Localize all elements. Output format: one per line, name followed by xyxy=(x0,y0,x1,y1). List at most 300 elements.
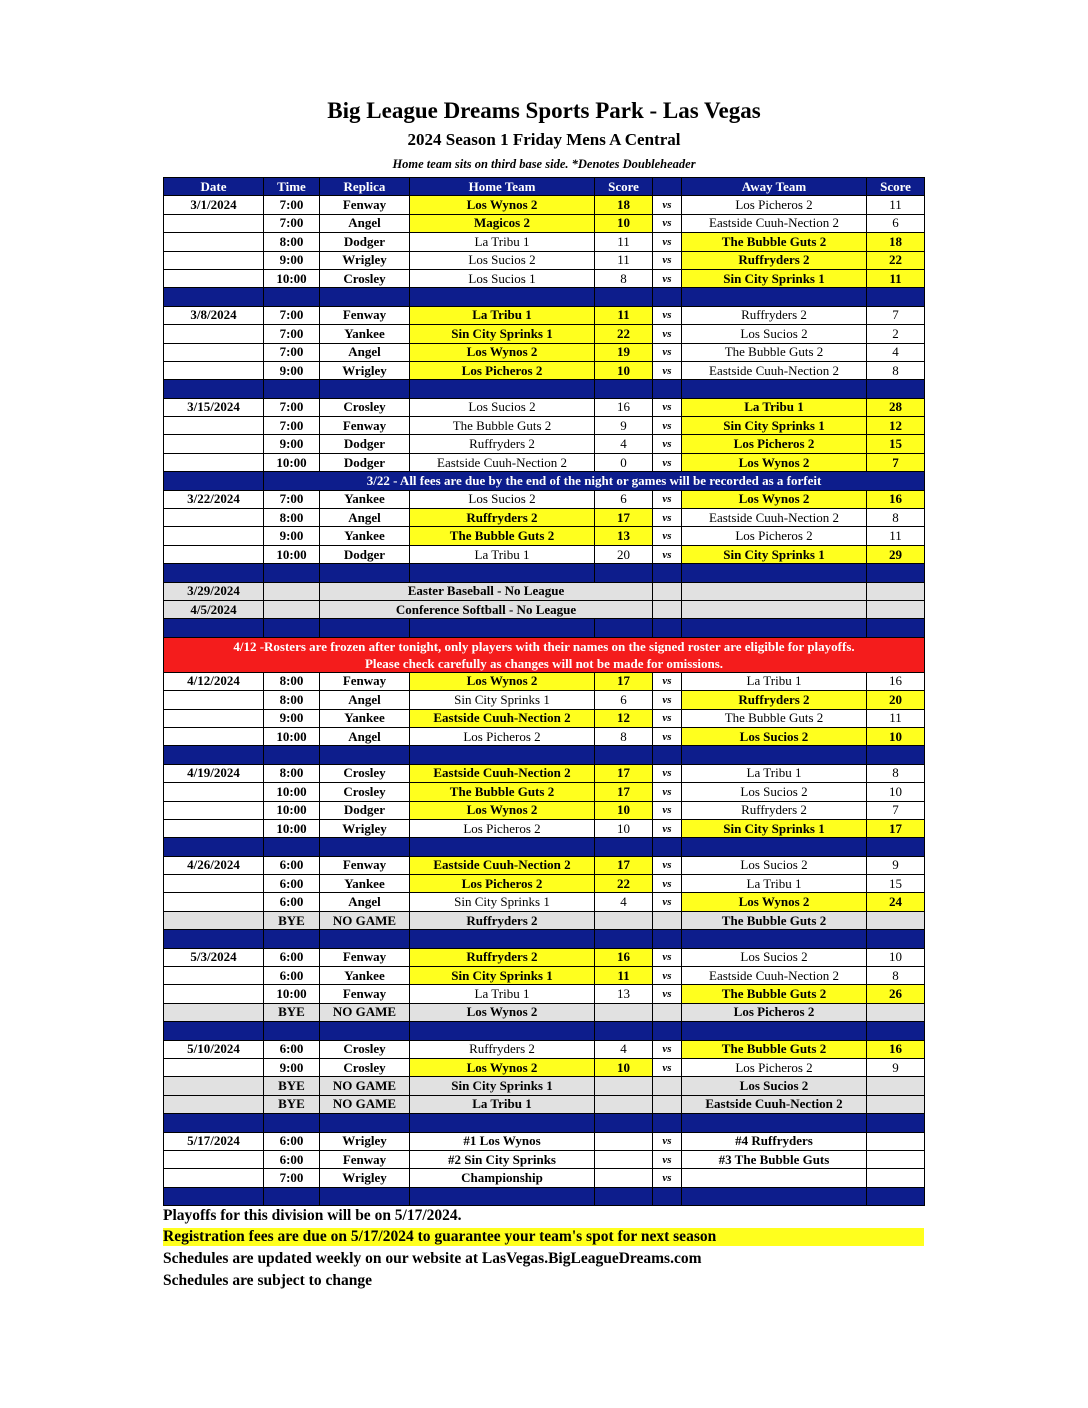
away-team-cell: Eastside Cuuh-Nection 2 xyxy=(682,214,867,232)
home-team-cell: Los Wynos 2 xyxy=(410,1003,595,1021)
vs-cell: vs xyxy=(653,691,682,709)
field-cell: Yankee xyxy=(320,490,410,508)
separator-cell xyxy=(410,380,595,398)
field-cell: Wrigley xyxy=(320,819,410,837)
date-cell xyxy=(164,435,264,453)
home-score-cell: 12 xyxy=(595,709,653,727)
vs-cell: vs xyxy=(653,893,682,911)
home-score-cell: 8 xyxy=(595,269,653,287)
time-cell: 9:00 xyxy=(264,361,320,379)
away-team-cell: Los Picheros 2 xyxy=(682,527,867,545)
separator-cell xyxy=(595,1114,653,1132)
time-cell xyxy=(264,600,320,618)
vs-cell: vs xyxy=(653,1169,682,1187)
separator-cell xyxy=(410,838,595,856)
home-score-cell: 4 xyxy=(595,435,653,453)
week-separator-row xyxy=(164,380,925,398)
time-cell: 9:00 xyxy=(264,1058,320,1076)
home-score-cell: 17 xyxy=(595,509,653,527)
away-team-cell: Sin City Sprinks 1 xyxy=(682,269,867,287)
vs-cell: vs xyxy=(653,325,682,343)
separator-cell xyxy=(595,564,653,582)
home-team-cell: Los Picheros 2 xyxy=(410,361,595,379)
home-team-cell: Ruffryders 2 xyxy=(410,948,595,966)
separator-cell xyxy=(682,380,867,398)
away-team-cell: Los Sucios 2 xyxy=(682,783,867,801)
separator-cell xyxy=(653,380,682,398)
away-score-cell: 7 xyxy=(867,801,925,819)
home-team-cell: Ruffryders 2 xyxy=(410,1040,595,1058)
away-team-cell: Los Sucios 2 xyxy=(682,1077,867,1095)
game-row xyxy=(164,819,925,837)
separator-cell xyxy=(595,930,653,948)
separator-cell xyxy=(867,838,925,856)
home-team-cell: La Tribu 1 xyxy=(410,1095,595,1113)
vs-cell: vs xyxy=(653,1132,682,1150)
game-row xyxy=(164,691,925,709)
week-separator-row xyxy=(164,930,925,948)
away-team-cell: The Bubble Guts 2 xyxy=(682,911,867,929)
away-score-cell: 26 xyxy=(867,985,925,1003)
field-cell: Crosley xyxy=(320,1058,410,1076)
table-header-row xyxy=(164,178,925,196)
separator-cell xyxy=(682,564,867,582)
date-cell xyxy=(164,1077,264,1095)
game-row xyxy=(164,417,925,435)
game-row xyxy=(164,325,925,343)
home-score-cell: 11 xyxy=(595,233,653,251)
game-row xyxy=(164,214,925,232)
game-row xyxy=(164,398,925,416)
time-cell: 6:00 xyxy=(264,875,320,893)
roster-alert-row xyxy=(164,637,925,672)
home-team-cell: #2 Sin City Sprinks xyxy=(410,1150,595,1168)
separator-cell xyxy=(320,380,410,398)
home-team-cell: #1 Los Wynos xyxy=(410,1132,595,1150)
vs-cell xyxy=(653,600,682,618)
field-cell: Fenway xyxy=(320,417,410,435)
home-score-cell: 8 xyxy=(595,727,653,745)
vs-cell: vs xyxy=(653,801,682,819)
game-row xyxy=(164,801,925,819)
time-cell: 8:00 xyxy=(264,764,320,782)
field-cell: Fenway xyxy=(320,196,410,214)
home-team-cell: Eastside Cuuh-Nection 2 xyxy=(410,709,595,727)
away-team-cell: Los Sucios 2 xyxy=(682,727,867,745)
away-score-cell: 28 xyxy=(867,398,925,416)
fees-notice-text: 3/22 - All fees are due by the end of the night or games will be recorded as a forfeit xyxy=(264,472,925,490)
separator-cell xyxy=(320,1114,410,1132)
home-score-cell: 11 xyxy=(595,967,653,985)
away-team-cell: Los Picheros 2 xyxy=(682,435,867,453)
separator-cell xyxy=(410,1187,595,1205)
away-team-cell: The Bubble Guts 2 xyxy=(682,343,867,361)
date-cell: 3/1/2024 xyxy=(164,196,264,214)
home-score-cell: 10 xyxy=(595,801,653,819)
separator-cell xyxy=(264,1187,320,1205)
home-team-cell: The Bubble Guts 2 xyxy=(410,783,595,801)
vs-cell: vs xyxy=(653,875,682,893)
time-cell: 10:00 xyxy=(264,801,320,819)
col-home-score-header: Score xyxy=(595,178,653,196)
vs-cell: vs xyxy=(653,527,682,545)
game-row xyxy=(164,527,925,545)
time-cell: 7:00 xyxy=(264,196,320,214)
away-score-cell xyxy=(867,600,925,618)
field-cell: Yankee xyxy=(320,875,410,893)
home-team-cell: Los Sucios 2 xyxy=(410,490,595,508)
separator-cell xyxy=(867,1114,925,1132)
field-cell: NO GAME xyxy=(320,1003,410,1021)
date-cell: 3/8/2024 xyxy=(164,306,264,324)
col-away-score-header: Score xyxy=(867,178,925,196)
game-row xyxy=(164,545,925,563)
separator-cell xyxy=(320,746,410,764)
game-row xyxy=(164,269,925,287)
field-cell: Fenway xyxy=(320,985,410,1003)
footer-playoffs-note: Playoffs for this division will be on 5/17/2024. xyxy=(163,1207,462,1224)
home-score-cell xyxy=(595,1132,653,1150)
field-cell: Dodger xyxy=(320,233,410,251)
home-score-cell: 17 xyxy=(595,783,653,801)
separator-cell xyxy=(867,288,925,306)
separator-cell xyxy=(410,564,595,582)
vs-cell: vs xyxy=(653,269,682,287)
time-cell: 10:00 xyxy=(264,985,320,1003)
date-cell: 4/5/2024 xyxy=(164,600,264,618)
date-cell xyxy=(164,1095,264,1113)
field-cell: Angel xyxy=(320,893,410,911)
away-score-cell: 29 xyxy=(867,545,925,563)
home-team-cell: Los Sucios 2 xyxy=(410,398,595,416)
time-cell: 7:00 xyxy=(264,490,320,508)
home-score-cell xyxy=(595,1003,653,1021)
week-separator-row xyxy=(164,746,925,764)
schedule-table xyxy=(163,177,925,1206)
separator-cell xyxy=(164,564,264,582)
separator-cell xyxy=(682,838,867,856)
away-team-cell: La Tribu 1 xyxy=(682,398,867,416)
vs-cell: vs xyxy=(653,361,682,379)
date-cell xyxy=(164,727,264,745)
away-team-cell: La Tribu 1 xyxy=(682,764,867,782)
away-score-cell: 22 xyxy=(867,251,925,269)
home-score-cell xyxy=(595,1150,653,1168)
away-team-cell: Los Picheros 2 xyxy=(682,196,867,214)
time-cell: 6:00 xyxy=(264,967,320,985)
date-cell xyxy=(164,819,264,837)
separator-cell xyxy=(595,619,653,637)
away-team-cell: Los Wynos 2 xyxy=(682,490,867,508)
col-time-header: Time xyxy=(264,178,320,196)
field-cell: Crosley xyxy=(320,269,410,287)
game-row xyxy=(164,1058,925,1076)
vs-cell: vs xyxy=(653,985,682,1003)
separator-cell xyxy=(595,1187,653,1205)
date-cell xyxy=(164,1150,264,1168)
time-cell: 10:00 xyxy=(264,783,320,801)
playoff-row xyxy=(164,1132,925,1150)
separator-cell xyxy=(164,380,264,398)
separator-cell xyxy=(653,838,682,856)
date-cell xyxy=(164,251,264,269)
away-score-cell: 10 xyxy=(867,948,925,966)
date-cell xyxy=(164,691,264,709)
away-score-cell xyxy=(867,582,925,600)
home-score-cell: 9 xyxy=(595,417,653,435)
away-score-cell: 9 xyxy=(867,1058,925,1076)
field-cell: Angel xyxy=(320,214,410,232)
game-row xyxy=(164,251,925,269)
vs-cell: vs xyxy=(653,1040,682,1058)
field-cell: NO GAME xyxy=(320,911,410,929)
away-team-cell xyxy=(682,600,867,618)
home-team-cell: The Bubble Guts 2 xyxy=(410,527,595,545)
home-score-cell: 4 xyxy=(595,1040,653,1058)
date-cell: 5/10/2024 xyxy=(164,1040,264,1058)
separator-cell xyxy=(410,288,595,306)
col-home-header: Home Team xyxy=(410,178,595,196)
date-cell: 4/19/2024 xyxy=(164,764,264,782)
away-score-cell: 10 xyxy=(867,783,925,801)
no-league-text: Easter Baseball - No League xyxy=(320,582,653,600)
date-cell: 3/22/2024 xyxy=(164,490,264,508)
separator-cell xyxy=(867,1022,925,1040)
away-team-cell: Ruffryders 2 xyxy=(682,306,867,324)
away-score-cell: 20 xyxy=(867,691,925,709)
separator-cell xyxy=(264,1022,320,1040)
home-team-cell: La Tribu 1 xyxy=(410,985,595,1003)
home-team-cell: La Tribu 1 xyxy=(410,233,595,251)
home-score-cell: 16 xyxy=(595,948,653,966)
home-team-cell: Ruffryders 2 xyxy=(410,509,595,527)
away-score-cell: 9 xyxy=(867,856,925,874)
separator-cell xyxy=(682,288,867,306)
vs-cell: vs xyxy=(653,783,682,801)
date-cell xyxy=(164,1003,264,1021)
field-cell: Wrigley xyxy=(320,1169,410,1187)
away-score-cell xyxy=(867,1077,925,1095)
time-cell: 7:00 xyxy=(264,398,320,416)
separator-cell xyxy=(320,1187,410,1205)
no-league-text: Conference Softball - No League xyxy=(320,600,653,618)
vs-cell: vs xyxy=(653,819,682,837)
home-team-cell: Eastside Cuuh-Nection 2 xyxy=(410,764,595,782)
vs-cell: vs xyxy=(653,306,682,324)
time-cell: 7:00 xyxy=(264,417,320,435)
home-team-cell: Los Sucios 1 xyxy=(410,269,595,287)
away-team-cell: #4 Ruffryders xyxy=(682,1132,867,1150)
vs-cell: vs xyxy=(653,196,682,214)
vs-cell xyxy=(653,1095,682,1113)
date-cell xyxy=(164,269,264,287)
home-score-cell: 22 xyxy=(595,875,653,893)
home-score-cell: 17 xyxy=(595,856,653,874)
vs-cell xyxy=(653,911,682,929)
field-cell: Fenway xyxy=(320,948,410,966)
away-team-cell: Los Sucios 2 xyxy=(682,948,867,966)
time-cell: 6:00 xyxy=(264,1150,320,1168)
separator-cell xyxy=(164,746,264,764)
field-cell: Wrigley xyxy=(320,361,410,379)
col-date-header: Date xyxy=(164,178,264,196)
home-score-cell: 6 xyxy=(595,691,653,709)
vs-cell: vs xyxy=(653,1150,682,1168)
home-team-cell: Sin City Sprinks 1 xyxy=(410,893,595,911)
separator-cell xyxy=(410,1114,595,1132)
time-cell: BYE xyxy=(264,1003,320,1021)
game-row xyxy=(164,435,925,453)
away-score-cell: 8 xyxy=(867,967,925,985)
time-cell: 9:00 xyxy=(264,251,320,269)
game-row xyxy=(164,893,925,911)
vs-cell: vs xyxy=(653,251,682,269)
home-team-cell: Sin City Sprinks 1 xyxy=(410,325,595,343)
away-team-cell: Los Sucios 2 xyxy=(682,856,867,874)
week-separator-row xyxy=(164,564,925,582)
away-score-cell: 8 xyxy=(867,764,925,782)
away-team-cell: Eastside Cuuh-Nection 2 xyxy=(682,361,867,379)
field-cell: Angel xyxy=(320,691,410,709)
date-cell xyxy=(164,527,264,545)
week-separator-row xyxy=(164,838,925,856)
time-cell: 10:00 xyxy=(264,453,320,471)
separator-cell xyxy=(867,746,925,764)
field-cell: Dodger xyxy=(320,801,410,819)
time-cell: 9:00 xyxy=(264,435,320,453)
home-score-cell: 17 xyxy=(595,764,653,782)
away-team-cell: The Bubble Guts 2 xyxy=(682,233,867,251)
away-team-cell: Eastside Cuuh-Nection 2 xyxy=(682,967,867,985)
away-score-cell: 8 xyxy=(867,361,925,379)
away-team-cell: Sin City Sprinks 1 xyxy=(682,819,867,837)
away-score-cell xyxy=(867,1003,925,1021)
home-team-cell: Los Wynos 2 xyxy=(410,196,595,214)
away-score-cell: 7 xyxy=(867,306,925,324)
separator-cell xyxy=(653,1187,682,1205)
away-score-cell: 15 xyxy=(867,435,925,453)
separator-cell xyxy=(320,619,410,637)
away-team-cell: Sin City Sprinks 1 xyxy=(682,417,867,435)
home-team-cell: Magicos 2 xyxy=(410,214,595,232)
away-score-cell: 11 xyxy=(867,527,925,545)
field-cell: Yankee xyxy=(320,527,410,545)
date-cell xyxy=(164,1169,264,1187)
home-score-cell: 6 xyxy=(595,490,653,508)
separator-cell xyxy=(682,1187,867,1205)
home-team-cell: Eastside Cuuh-Nection 2 xyxy=(410,453,595,471)
home-score-cell: 11 xyxy=(595,251,653,269)
home-score-cell xyxy=(595,911,653,929)
date-cell: 4/26/2024 xyxy=(164,856,264,874)
time-cell: 7:00 xyxy=(264,1169,320,1187)
separator-cell xyxy=(867,930,925,948)
separator-cell xyxy=(410,1022,595,1040)
home-score-cell: 4 xyxy=(595,893,653,911)
away-team-cell: Ruffryders 2 xyxy=(682,801,867,819)
field-cell: Angel xyxy=(320,727,410,745)
away-score-cell: 11 xyxy=(867,196,925,214)
vs-cell: vs xyxy=(653,453,682,471)
separator-cell xyxy=(653,746,682,764)
date-cell xyxy=(164,875,264,893)
home-team-cell: Los Wynos 2 xyxy=(410,801,595,819)
vs-cell: vs xyxy=(653,343,682,361)
vs-cell xyxy=(653,1077,682,1095)
date-cell xyxy=(164,214,264,232)
home-team-cell: Los Wynos 2 xyxy=(410,1058,595,1076)
date-cell xyxy=(164,343,264,361)
away-team-cell: Los Picheros 2 xyxy=(682,1003,867,1021)
game-row xyxy=(164,196,925,214)
date-cell xyxy=(164,361,264,379)
field-cell: Crosley xyxy=(320,398,410,416)
time-cell xyxy=(264,582,320,600)
home-team-cell: Los Picheros 2 xyxy=(410,819,595,837)
separator-cell xyxy=(595,380,653,398)
home-team-cell: Eastside Cuuh-Nection 2 xyxy=(410,856,595,874)
home-score-cell: 10 xyxy=(595,214,653,232)
away-score-cell xyxy=(867,1150,925,1168)
field-cell: Wrigley xyxy=(320,251,410,269)
separator-cell xyxy=(264,288,320,306)
home-team-cell: Los Picheros 2 xyxy=(410,727,595,745)
separator-cell xyxy=(682,1022,867,1040)
away-score-cell: 10 xyxy=(867,727,925,745)
field-cell: Wrigley xyxy=(320,1132,410,1150)
game-row xyxy=(164,709,925,727)
time-cell: 8:00 xyxy=(264,691,320,709)
date-cell xyxy=(164,709,264,727)
away-score-cell: 11 xyxy=(867,709,925,727)
bye-row xyxy=(164,1077,925,1095)
game-row xyxy=(164,985,925,1003)
separator-cell xyxy=(264,1114,320,1132)
game-row xyxy=(164,361,925,379)
home-score-cell: 0 xyxy=(595,453,653,471)
date-cell: 5/17/2024 xyxy=(164,1132,264,1150)
away-score-cell: 15 xyxy=(867,875,925,893)
away-team-cell: Eastside Cuuh-Nection 2 xyxy=(682,509,867,527)
game-row xyxy=(164,490,925,508)
separator-cell xyxy=(867,564,925,582)
away-score-cell: 18 xyxy=(867,233,925,251)
field-cell: Dodger xyxy=(320,435,410,453)
separator-cell xyxy=(264,746,320,764)
home-team-cell: Sin City Sprinks 1 xyxy=(410,1077,595,1095)
time-cell: 10:00 xyxy=(264,269,320,287)
separator-cell xyxy=(320,288,410,306)
separator-cell xyxy=(653,564,682,582)
separator-cell xyxy=(320,1022,410,1040)
date-cell xyxy=(164,801,264,819)
date-cell xyxy=(164,545,264,563)
away-team-cell: #3 The Bubble Guts xyxy=(682,1150,867,1168)
time-cell: 8:00 xyxy=(264,233,320,251)
date-cell xyxy=(164,233,264,251)
home-score-cell xyxy=(595,1095,653,1113)
vs-cell: vs xyxy=(653,435,682,453)
home-score-cell: 18 xyxy=(595,196,653,214)
time-cell: BYE xyxy=(264,911,320,929)
field-cell: Fenway xyxy=(320,306,410,324)
time-cell: 10:00 xyxy=(264,545,320,563)
date-cell xyxy=(164,453,264,471)
week-separator-row xyxy=(164,288,925,306)
home-team-cell: Los Wynos 2 xyxy=(410,672,595,690)
away-score-cell: 4 xyxy=(867,343,925,361)
vs-cell: vs xyxy=(653,709,682,727)
